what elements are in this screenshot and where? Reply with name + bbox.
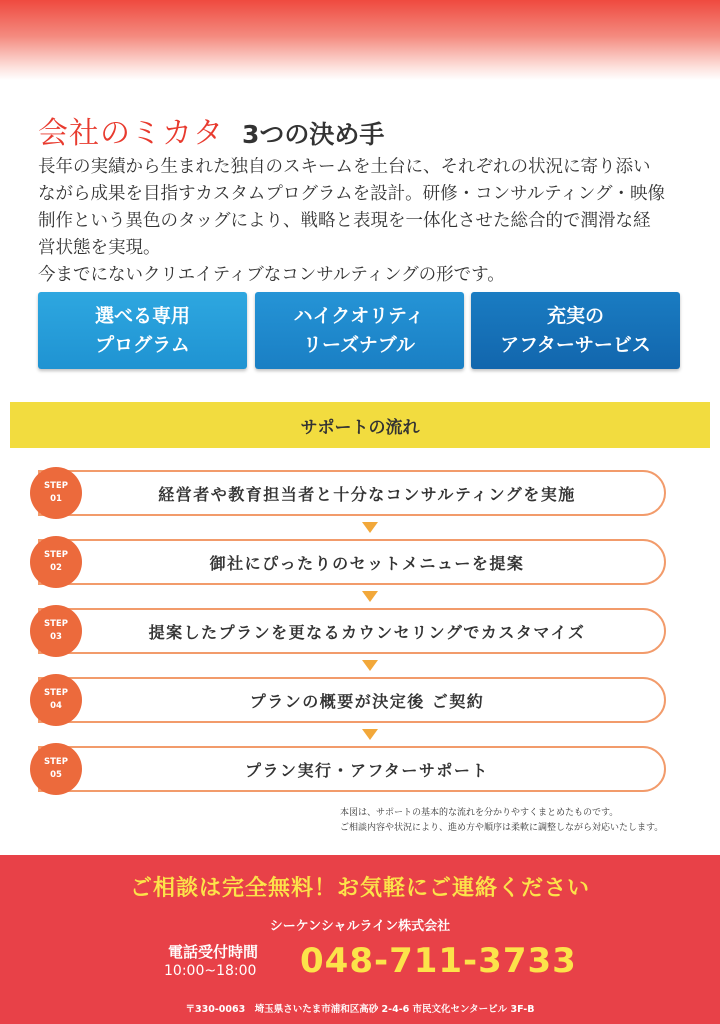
step-badge-label: STEP xyxy=(44,550,68,560)
step-number: 02 xyxy=(50,563,62,573)
intro-line: 制作という異色のタッグにより、戦略と表現を一体化させた総合的で潤滑な経 xyxy=(38,211,651,231)
flow-section-title: サポートの流れ xyxy=(10,402,710,448)
down-arrow-icon xyxy=(362,591,378,602)
company-name: シーケンシャルライン株式会社 xyxy=(269,919,451,934)
down-arrow-icon xyxy=(362,729,378,740)
intro-line: 営状態を実現。 xyxy=(38,238,161,258)
cta-heading: ご相談は完全無料！お気軽にご連絡ください xyxy=(129,876,590,901)
intro-line: ながら成果を目指すカスタムプログラムを設計。研修・コンサルティング・映像 xyxy=(38,184,666,204)
step-number: 01 xyxy=(50,494,62,504)
step-item xyxy=(38,746,666,792)
step-badge xyxy=(30,674,82,726)
step-badge xyxy=(30,605,82,657)
step-number: 05 xyxy=(50,770,62,780)
step-text: プランの概要が決定後 ご契約 xyxy=(38,677,666,723)
contact-footer xyxy=(0,855,720,1024)
note-line: 本図は、サポートの基本的な流れを分かりやすくまとめたものです。 xyxy=(340,808,619,818)
phone-number[interactable]: 048-711-3733 xyxy=(300,941,577,981)
step-number: 03 xyxy=(50,632,62,642)
step-number: 04 xyxy=(50,701,62,711)
headline xyxy=(38,108,385,151)
feature-card-program xyxy=(38,292,247,369)
page-subtitle: 3つの決め手 xyxy=(242,120,385,149)
step-badge-label: STEP xyxy=(44,619,68,629)
feature-list xyxy=(38,292,680,369)
feature-label: プログラム xyxy=(95,333,190,356)
step-text: 経営者や教育担当者と十分なコンサルティングを実施 xyxy=(38,470,666,516)
brand-name: 会社のミカタ xyxy=(38,116,224,151)
step-item xyxy=(38,677,666,723)
step-item xyxy=(38,470,666,516)
hours-time: 10:00~18:00 xyxy=(164,963,257,979)
feature-label: 充実の xyxy=(546,304,604,327)
feature-label: 選べる専用 xyxy=(94,304,190,327)
feature-label: アフターサービス xyxy=(500,333,651,356)
step-badge xyxy=(30,743,82,795)
step-item xyxy=(38,608,666,654)
intro-line: 今までにないクリエイティブなコンサルティングの形です。 xyxy=(38,265,505,285)
feature-label: ハイクオリティ xyxy=(293,304,425,327)
down-arrow-icon xyxy=(362,660,378,671)
note-line: ご相談内容や状況により、進め方や順序は柔軟に調整しながら対応いたします。 xyxy=(340,823,664,833)
step-badge-label: STEP xyxy=(44,481,68,491)
intro-line: 長年の実績から生まれた独自のスキームを土台に、それぞれの状況に寄り添い xyxy=(38,157,651,177)
feature-card-quality xyxy=(255,292,464,369)
step-badge-label: STEP xyxy=(44,688,68,698)
step-badge xyxy=(30,467,82,519)
intro-text xyxy=(38,154,688,289)
step-text: 提案したプランを更なるカウンセリングでカスタマイズ xyxy=(38,608,666,654)
feature-label: リーズナブル xyxy=(303,333,415,356)
flow-note xyxy=(340,806,663,836)
step-text: 御社にぴったりのセットメニューを提案 xyxy=(38,539,666,585)
step-item xyxy=(38,539,666,585)
step-badge xyxy=(30,536,82,588)
hours-label: 電話受付時間 xyxy=(168,943,259,961)
step-badge-label: STEP xyxy=(44,757,68,767)
feature-card-aftercare xyxy=(471,292,680,369)
top-gradient-band xyxy=(0,0,720,80)
step-text: プラン実行・アフターサポート xyxy=(38,746,666,792)
address: 〒330-0063 埼玉県さいたま市浦和区高砂 2-4-6 市民文化センタービル 3F-B xyxy=(185,1004,535,1015)
down-arrow-icon xyxy=(362,522,378,533)
